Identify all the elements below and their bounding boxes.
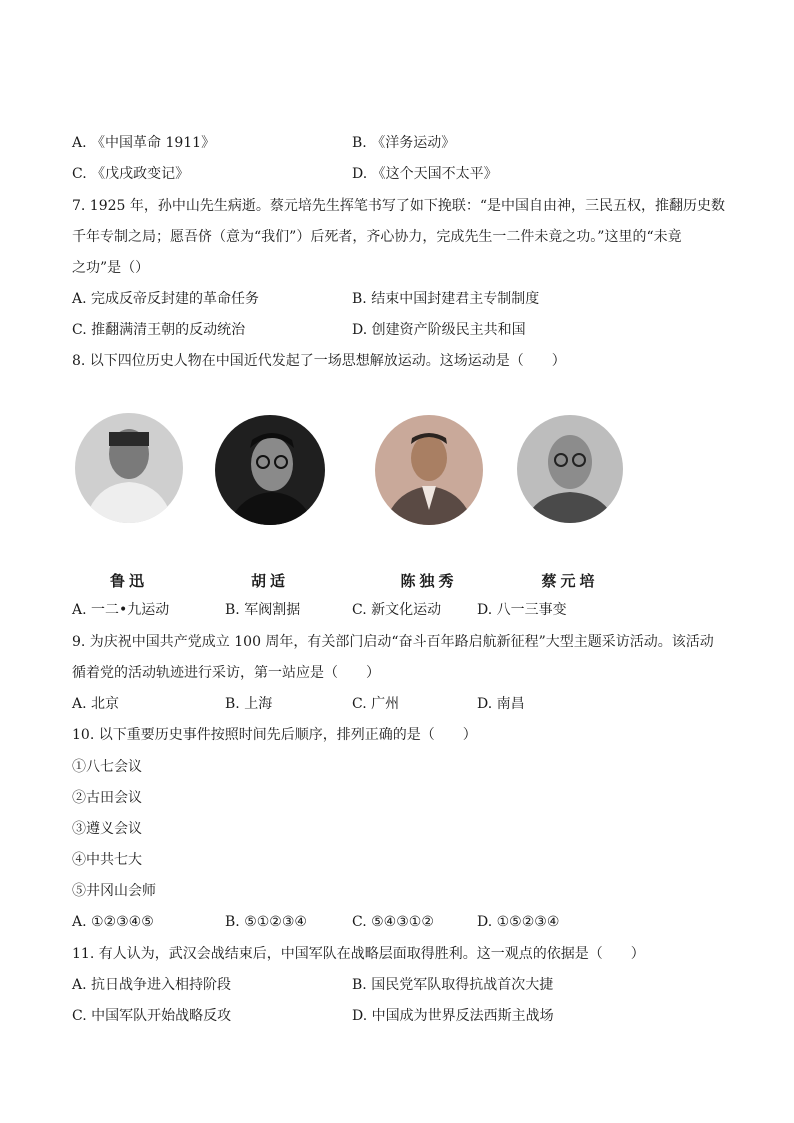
q10-option-b[interactable]: B. ⑤①②③④ — [225, 914, 307, 930]
q6-option-a[interactable]: A. 《中国革命 1911》 — [72, 135, 216, 151]
portrait-cai-yuanpei — [516, 414, 624, 524]
q10-item-2: ②古田会议 — [72, 790, 142, 806]
q6-option-d[interactable]: D. 《这个天国不太平》 — [352, 166, 498, 182]
q9-option-a[interactable]: A. 北京 — [72, 696, 120, 712]
q11-option-c[interactable]: C. 中国军队开始战略反攻 — [72, 1008, 232, 1024]
q8-stem: 8. 以下四位历史人物在中国近代发起了一场思想解放运动。这场运动是（ ） — [72, 353, 566, 369]
q10-item-4: ④中共七大 — [72, 852, 142, 868]
portrait-lu-xun — [74, 412, 184, 524]
q6-option-c[interactable]: C. 《戊戌政变记》 — [72, 166, 190, 182]
caption-chen-duxiu: 陈独秀 — [400, 572, 458, 590]
q10-option-c[interactable]: C. ⑤④③①② — [352, 914, 434, 930]
q10-item-1: ①八七会议 — [72, 759, 142, 775]
portrait-chen-duxiu — [374, 414, 484, 526]
q7-option-b[interactable]: B. 结束中国封建君主专制制度 — [352, 291, 540, 307]
q11-option-a[interactable]: A. 抗日战争进入相持阶段 — [72, 977, 232, 993]
q8-option-d[interactable]: D. 八一三事变 — [477, 602, 567, 618]
portrait-hu-shi — [214, 414, 326, 526]
caption-cai-yuanpei: 蔡元培 — [541, 572, 599, 590]
q10-option-a[interactable]: A. ①②③④⑤ — [72, 914, 154, 930]
q10-item-5: ⑤井冈山会师 — [72, 883, 156, 899]
q9-stem-line-1: 9. 为庆祝中国共产党成立 100 周年，有关部门启动“奋斗百年路启航新征程”大型主题采访活动。该活动 — [72, 634, 714, 650]
q7-option-d[interactable]: D. 创建资产阶级民主共和国 — [352, 322, 526, 338]
q11-option-d[interactable]: D. 中国成为世界反法西斯主战场 — [352, 1008, 554, 1024]
q7-stem-line-3: 之功”是（） — [72, 260, 150, 276]
q7-option-a[interactable]: A. 完成反帝反封建的革命任务 — [72, 291, 260, 307]
q9-option-c[interactable]: C. 广州 — [352, 696, 400, 712]
q8-option-c[interactable]: C. 新文化运动 — [352, 602, 442, 618]
caption-hu-shi: 胡适 — [250, 572, 289, 590]
q7-stem-line-1: 7. 1925 年，孙中山先生病逝。蔡元培先生挥笔书写了如下挽联：“是中国自由神，三民五权，推翻历史数 — [72, 198, 726, 214]
q10-option-d[interactable]: D. ①⑤②③④ — [477, 914, 560, 930]
q10-item-3: ③遵义会议 — [72, 821, 142, 837]
q10-stem: 10. 以下重要历史事件按照时间先后顺序，排列正确的是（ ） — [72, 727, 477, 743]
caption-lu-xun: 鲁迅 — [109, 572, 148, 590]
q9-option-b[interactable]: B. 上海 — [225, 696, 273, 712]
q8-option-b[interactable]: B. 军阀割据 — [225, 602, 301, 618]
q9-stem-line-2: 循着党的活动轨迹进行采访，第一站应是（ ） — [72, 665, 380, 681]
q8-option-a[interactable]: A. 一二•九运动 — [72, 602, 170, 618]
q7-option-c[interactable]: C. 推翻满清王朝的反动统治 — [72, 322, 246, 338]
q7-stem-line-2: 千年专制之局；愿吾侪（意为“我们”）后死者，齐心协力，完成先生一二件未竟之功。”这里的“未竟 — [72, 229, 682, 245]
q6-option-b[interactable]: B. 《洋务运动》 — [352, 135, 456, 151]
q11-stem: 11. 有人认为，武汉会战结束后，中国军队在战略层面取得胜利。这一观点的依据是（ ） — [72, 946, 645, 962]
q11-option-b[interactable]: B. 国民党军队取得抗战首次大捷 — [352, 977, 554, 993]
q9-option-d[interactable]: D. 南昌 — [477, 696, 525, 712]
